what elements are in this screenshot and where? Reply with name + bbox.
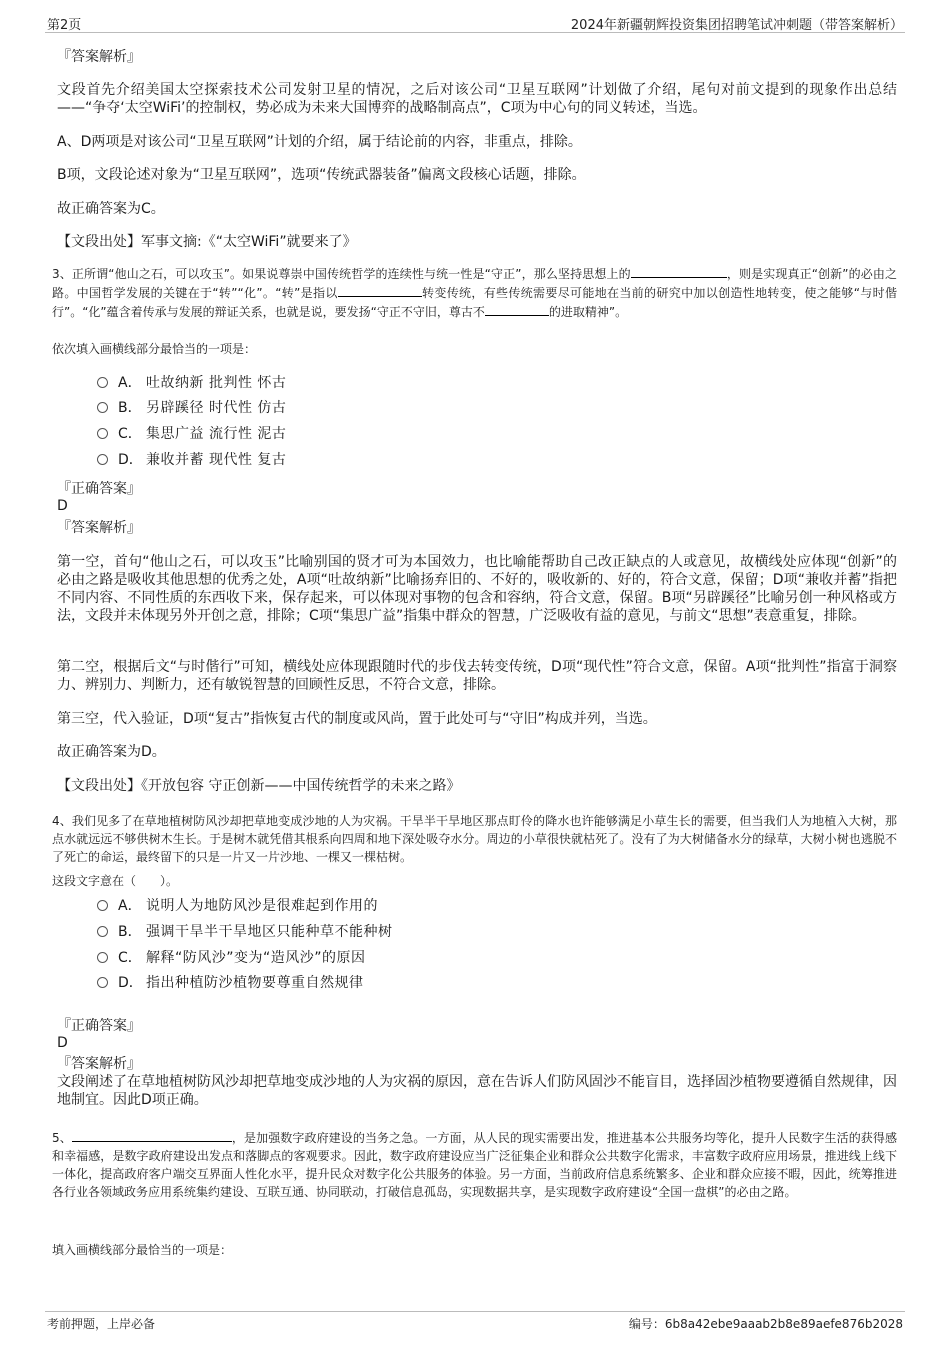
q3-analysis-p2: 第二空，根据后文“与时偕行”可知，横线处应体现跟随时代的步伐去转变传统，D项“现代性”符合文意，保留。A项“批判性”指富于洞察力、辨别力、判断力，还有敏锐智慧的回顾性反思，不符合文意，排除。 <box>57 659 897 693</box>
radio-icon[interactable] <box>97 428 108 439</box>
radio-icon[interactable] <box>97 977 108 988</box>
footer-note: 考前押题，上岸必备 <box>47 1317 156 1331</box>
radio-icon[interactable] <box>97 900 108 911</box>
q3-blank-2[interactable] <box>338 283 422 297</box>
q3-analysis-p3: 第三空，代入验证，D项“复古”指恢复古代的制度或风尚，置于此处可与“守旧”构成并列，当选。 <box>57 711 657 727</box>
q5-stem: 5、 ，是加强数字政府建设的当务之急。一方面，从人民的现实需要出发，推进基本公共服务均等化，提升人民数字生活的获得感和幸福感，是数字政府建设出发点和落脚点的客观要求。因此，数字政府建设应当广泛征集企业和群众公共数字化需求，丰富数字政府应用场景，推进线上线下一体化，提高政府客户端交互界面人性化水平，提升民众对数字化公共服务的体验。另一方面，当前政府信息系统繁多、企业和群众应接不暇，因此，统筹推进各行业各领域政务应用系统集约建设、互联互通、协同联动，打破信息孤岛，实现数据共享，是实现数字政府建设“全国一盘棋”的必由之路。 <box>52 1128 897 1201</box>
q4-analysis-label: 『答案解析』 <box>57 1056 141 1072</box>
q2-analysis-p3: B项，文段论述对象为“卫星互联网”，选项“传统武器装备”偏离文段核心话题，排除。 <box>57 167 586 183</box>
q3-answer: D <box>57 498 68 514</box>
page-number: 第2页 <box>47 18 82 33</box>
q2-analysis-p4: 故正确答案为C。 <box>57 201 165 217</box>
q4-stem: 4、我们见多了在草地植树防风沙却把草地变成沙地的人为灾祸。干旱半干旱地区那点盯伶的降水也许能够满足小草生长的需要，但当我们人为地植入大树，那点水就远远不够供树木生长。于是树木就凭借其根系向四周和地下深处吸夺水分。周边的小草很快就枯死了。没有了为大树储备水分的绿草，大树小树也逃脱不了死亡的命运，最终留下的只是一片又一片沙地、一棵又一棵枯树。 <box>52 814 897 864</box>
q3-answer-label: 『正确答案』 <box>57 481 141 497</box>
q3-analysis-label: 『答案解析』 <box>57 520 141 536</box>
page-footer <box>45 1311 905 1331</box>
q3-option-a[interactable]: A． 吐故纳新 批判性 怀古 <box>97 374 286 392</box>
q4-option-a[interactable]: A． 说明人为地防风沙是很难起到作用的 <box>97 897 378 915</box>
q3-prompt: 依次填入画横线部分最恰当的一项是： <box>52 342 257 356</box>
q4-answer-label: 『正确答案』 <box>57 1018 141 1034</box>
q3-stem: 3、正所谓“他山之石，可以攻玉”。如果说尊崇中国传统哲学的连续性与统一性是“守正”，那么坚持思想上的 ，则是实现真正“创新”的必由之路。中国哲学发展的关键在于“转”“化”。“转”是指以 转变传统，有些传统需要尽可能地在当前的研究中加以创造性地转变，使之能够“与时偕行”。“化”蕴含着传承与发展的辩证关系，也就是说，要发扬“守正不守旧，尊古不 的进取精神”。 <box>52 264 897 321</box>
document-code: 编号：6b8a42ebe9aaab2b8e89aefe876b2028 <box>628 1317 903 1331</box>
q5-prompt: 填入画横线部分最恰当的一项是： <box>52 1243 233 1257</box>
q4-option-b[interactable]: B． 强调干旱半干旱地区只能种草不能种树 <box>97 923 393 941</box>
q3-option-d[interactable]: D． 兼收并蓄 现代性 复古 <box>97 451 286 469</box>
radio-icon[interactable] <box>97 454 108 465</box>
q3-option-b[interactable]: B． 另辟蹊径 时代性 仿古 <box>97 399 286 417</box>
radio-icon[interactable] <box>97 926 108 937</box>
q2-source: 【文段出处】军事文摘:《“太空WiFi”就要来了》 <box>57 234 357 250</box>
q3-analysis-p1: 第一空，首句“他山之石，可以攻玉”比喻别国的贤才可为本国效力，也比喻能帮助自己改正缺点的人或意见，故横线处应体现“创新”的必由之路是吸收其他思想的优秀之处，A项“吐故纳新”比喻扬弃旧的、不好的，吸收新的、好的，符合文意，保留；D项“兼收并蓄”指把不同内容、不同性质的东西收下来，保存起来，可以体现对事物的包含和容纳，符合文意，保留。B项“另辟蹊径”比喻另创一种风格或方法，文段并未体现另外开创之意，排除；C项“集思广益”指集中群众的智慧，广泛吸收有益的意见，与前文“思想”表意重复，排除。 <box>57 554 897 624</box>
q4-option-d[interactable]: D． 指出种植防沙植物要尊重自然规律 <box>97 974 364 992</box>
q2-analysis-p1: 文段首先介绍美国太空探索技术公司发射卫星的情况，之后对该公司“卫星互联网”计划做了介绍，尾句对前文提到的现象作出总结——“争夺‘太空WiFi’的控制权，势必成为未来大国博弈的战略制高点”，C项为中心句的同义转述，当选。 <box>57 82 897 116</box>
q3-option-c[interactable]: C． 集思广益 流行性 泥古 <box>97 425 286 443</box>
q4-prompt: 这段文字意在（ ）。 <box>52 874 179 888</box>
q4-analysis: 文段阐述了在草地植树防风沙却把草地变成沙地的人为灾祸的原因，意在告诉人们防风固沙不能盲目，选择固沙植物要遵循自然规律，因地制宜。因此D项正确。 <box>57 1074 897 1108</box>
q5-blank[interactable] <box>72 1128 232 1142</box>
document-title: 2024年新疆朝辉投资集团招聘笔试冲刺题（带答案解析） <box>570 18 903 33</box>
page-header <box>45 12 905 33</box>
q3-analysis-p4: 故正确答案为D。 <box>57 744 166 760</box>
q4-option-c[interactable]: C． 解释“防风沙”变为“造风沙”的原因 <box>97 949 366 967</box>
q2-analysis-label: 『答案解析』 <box>57 49 141 65</box>
q4-answer: D <box>57 1035 68 1051</box>
q3-blank-1[interactable] <box>631 264 727 278</box>
radio-icon[interactable] <box>97 377 108 388</box>
q3-source: 【文段出处】《开放包容 守正创新——中国传统哲学的未来之路》 <box>57 778 461 794</box>
q2-analysis-p2: A、D两项是对该公司“卫星互联网”计划的介绍，属于结论前的内容，非重点，排除。 <box>57 134 582 150</box>
q3-blank-3[interactable] <box>485 302 549 316</box>
radio-icon[interactable] <box>97 402 108 413</box>
radio-icon[interactable] <box>97 952 108 963</box>
